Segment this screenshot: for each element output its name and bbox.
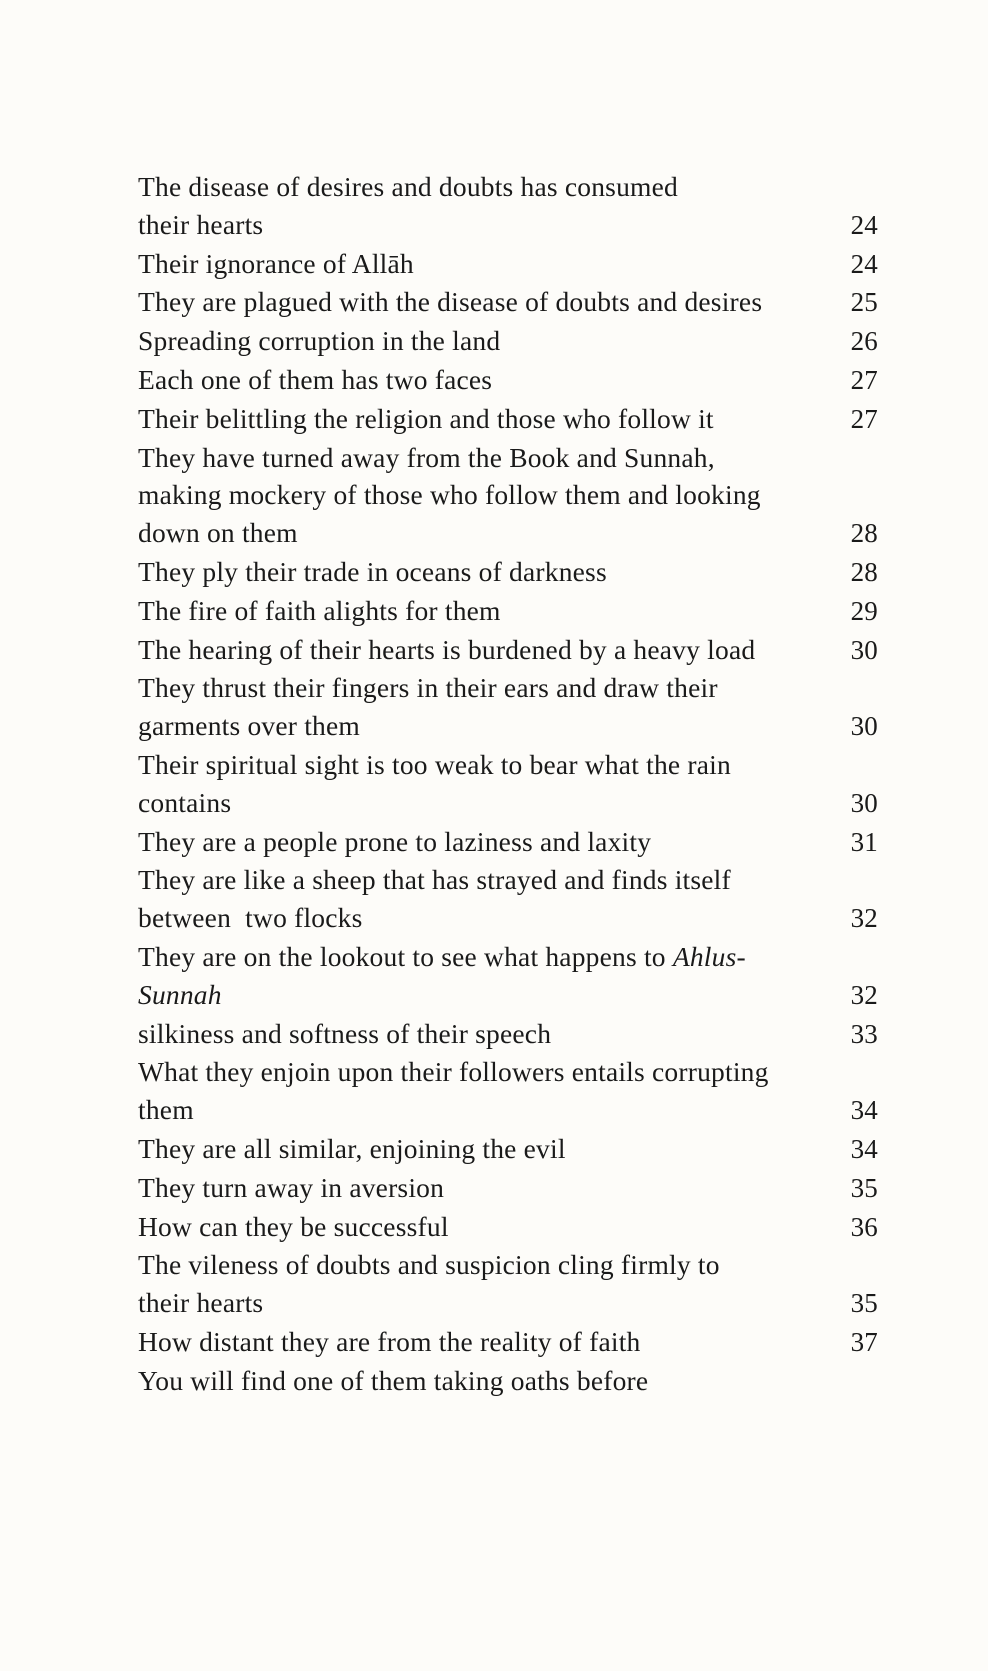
toc-entry-title: Spreading corruption in the land <box>138 325 501 357</box>
toc-entry-title: Their spiritual sight is too weak to bear what the rain <box>138 748 731 780</box>
toc-entry <box>138 1362 878 1400</box>
toc-entry <box>138 283 878 322</box>
toc-entry-page-number: 36 <box>850 1211 878 1242</box>
toc-entry-title: The vileness of doubts and suspicion cling firmly to <box>138 1249 720 1281</box>
toc-entry-page-number: 27 <box>850 364 878 395</box>
toc-entry <box>138 823 878 862</box>
toc-entry-title: Each one of them has two faces <box>138 363 493 395</box>
toc-entry-page-number: 35 <box>850 1288 878 1319</box>
toc-entry-page-number: 32 <box>850 903 878 934</box>
toc-entry-title: Their belittling the religion and those who follow it <box>138 402 714 434</box>
toc-entry-page-number: 29 <box>850 595 878 626</box>
toc-entry <box>138 1323 878 1362</box>
toc-entry-page-number: 27 <box>850 403 878 434</box>
toc-entry <box>138 1053 878 1091</box>
toc-entry <box>138 746 878 784</box>
toc-entry-page-number: 30 <box>850 634 878 665</box>
toc-entry <box>138 592 878 631</box>
toc-entry-page-number: 25 <box>850 287 878 318</box>
toc-entry <box>138 439 878 477</box>
toc-entry-title: You will find one of them taking oaths before <box>138 1364 649 1396</box>
toc-entry-page-number: 28 <box>850 518 878 549</box>
toc-entry-title: The hearing of their hearts is burdened by a heavy load <box>138 633 756 665</box>
toc-entry <box>138 400 878 439</box>
toc-entry <box>138 784 878 823</box>
toc-entry-title: down on them <box>138 517 298 549</box>
toc-entry-title: The disease of desires and doubts has consumed <box>138 171 678 202</box>
toc-entry <box>138 1208 878 1247</box>
toc-entry <box>138 514 878 553</box>
toc-entry-title: How can they be successful <box>138 1210 449 1242</box>
toc-entry <box>138 206 878 245</box>
toc-entry-title: They are all similar, enjoining the evil <box>138 1132 566 1164</box>
toc-entry <box>138 976 878 1015</box>
toc-entry-title: They turn away in aversion <box>138 1171 445 1203</box>
toc-entry-title: They have turned away from the Book and Sunnah, <box>138 441 715 473</box>
toc-entry-page-number: 32 <box>850 979 878 1010</box>
toc-entry-title: silkiness and softness of their speech <box>138 1017 552 1049</box>
toc-entry-title: They thrust their fingers in their ears and draw their <box>138 672 718 704</box>
toc-entry-page-number: 26 <box>850 326 878 357</box>
toc-entry-page-number: 35 <box>850 1172 878 1203</box>
toc-entry-page-number: 31 <box>850 826 878 857</box>
toc-entry-page-number: 30 <box>850 787 878 818</box>
toc-entry <box>138 553 878 592</box>
toc-entry <box>138 1169 878 1208</box>
toc-entry-title: Sunnah <box>138 978 222 1010</box>
toc-entry <box>138 1130 878 1169</box>
toc-entry-title: They ply their trade in oceans of darkness <box>138 555 607 587</box>
toc-entry-title: What they enjoin upon their followers entails corrupting <box>138 1056 769 1088</box>
toc-entry-page-number: 34 <box>850 1095 878 1126</box>
toc-entry <box>138 361 878 400</box>
toc-entry-title: They are like a sheep that has strayed and finds itself <box>138 864 731 896</box>
toc-entry-title: making mockery of those who follow them and looking <box>138 479 761 511</box>
toc-entry <box>138 669 878 707</box>
toc-entry <box>138 1246 878 1284</box>
toc-entry-page-number: 30 <box>850 711 878 742</box>
toc-entry-title: They are on the lookout to see what happens to Ahlus- <box>138 940 746 972</box>
toc-entry <box>138 861 878 899</box>
toc-entry-page-number: 34 <box>850 1133 878 1164</box>
toc-entry <box>138 322 878 361</box>
toc-entry-page-number: 24 <box>850 248 878 279</box>
toc-entry <box>138 707 878 746</box>
toc-entry-page-number: 33 <box>850 1018 878 1049</box>
toc-entry <box>138 631 878 670</box>
toc-entry-page-number: 28 <box>850 556 878 587</box>
toc-entry-title: contains <box>138 786 232 818</box>
toc-entry <box>138 245 878 284</box>
toc-entry <box>138 938 878 976</box>
toc-entry-title: between two flocks <box>138 902 363 934</box>
toc-entry-title: How distant they are from the reality of faith <box>138 1325 641 1357</box>
toc-entry-title: Their ignorance of Allāh <box>138 247 414 279</box>
toc-entry <box>138 899 878 938</box>
toc-entry-title: their hearts <box>138 208 264 240</box>
toc-entry <box>138 476 878 514</box>
toc-entry-title: They are plagued with the disease of doubts and desires <box>138 286 763 318</box>
toc-entry-title: They are a people prone to laziness and laxity <box>138 825 652 857</box>
toc-entry <box>138 1284 878 1323</box>
toc-entry <box>138 168 878 206</box>
toc-entry-title: The fire of faith alights for them <box>138 594 501 626</box>
toc-entry <box>138 1091 878 1130</box>
toc-entry-title: garments over them <box>138 710 361 742</box>
toc-entry-title: them <box>138 1094 194 1126</box>
toc-entry-title: their hearts <box>138 1287 264 1319</box>
toc-entry <box>138 1015 878 1054</box>
table-of-contents-list <box>138 168 878 1400</box>
toc-entry-page-number: 37 <box>850 1326 878 1357</box>
toc-entry-page-number: 24 <box>850 209 878 240</box>
